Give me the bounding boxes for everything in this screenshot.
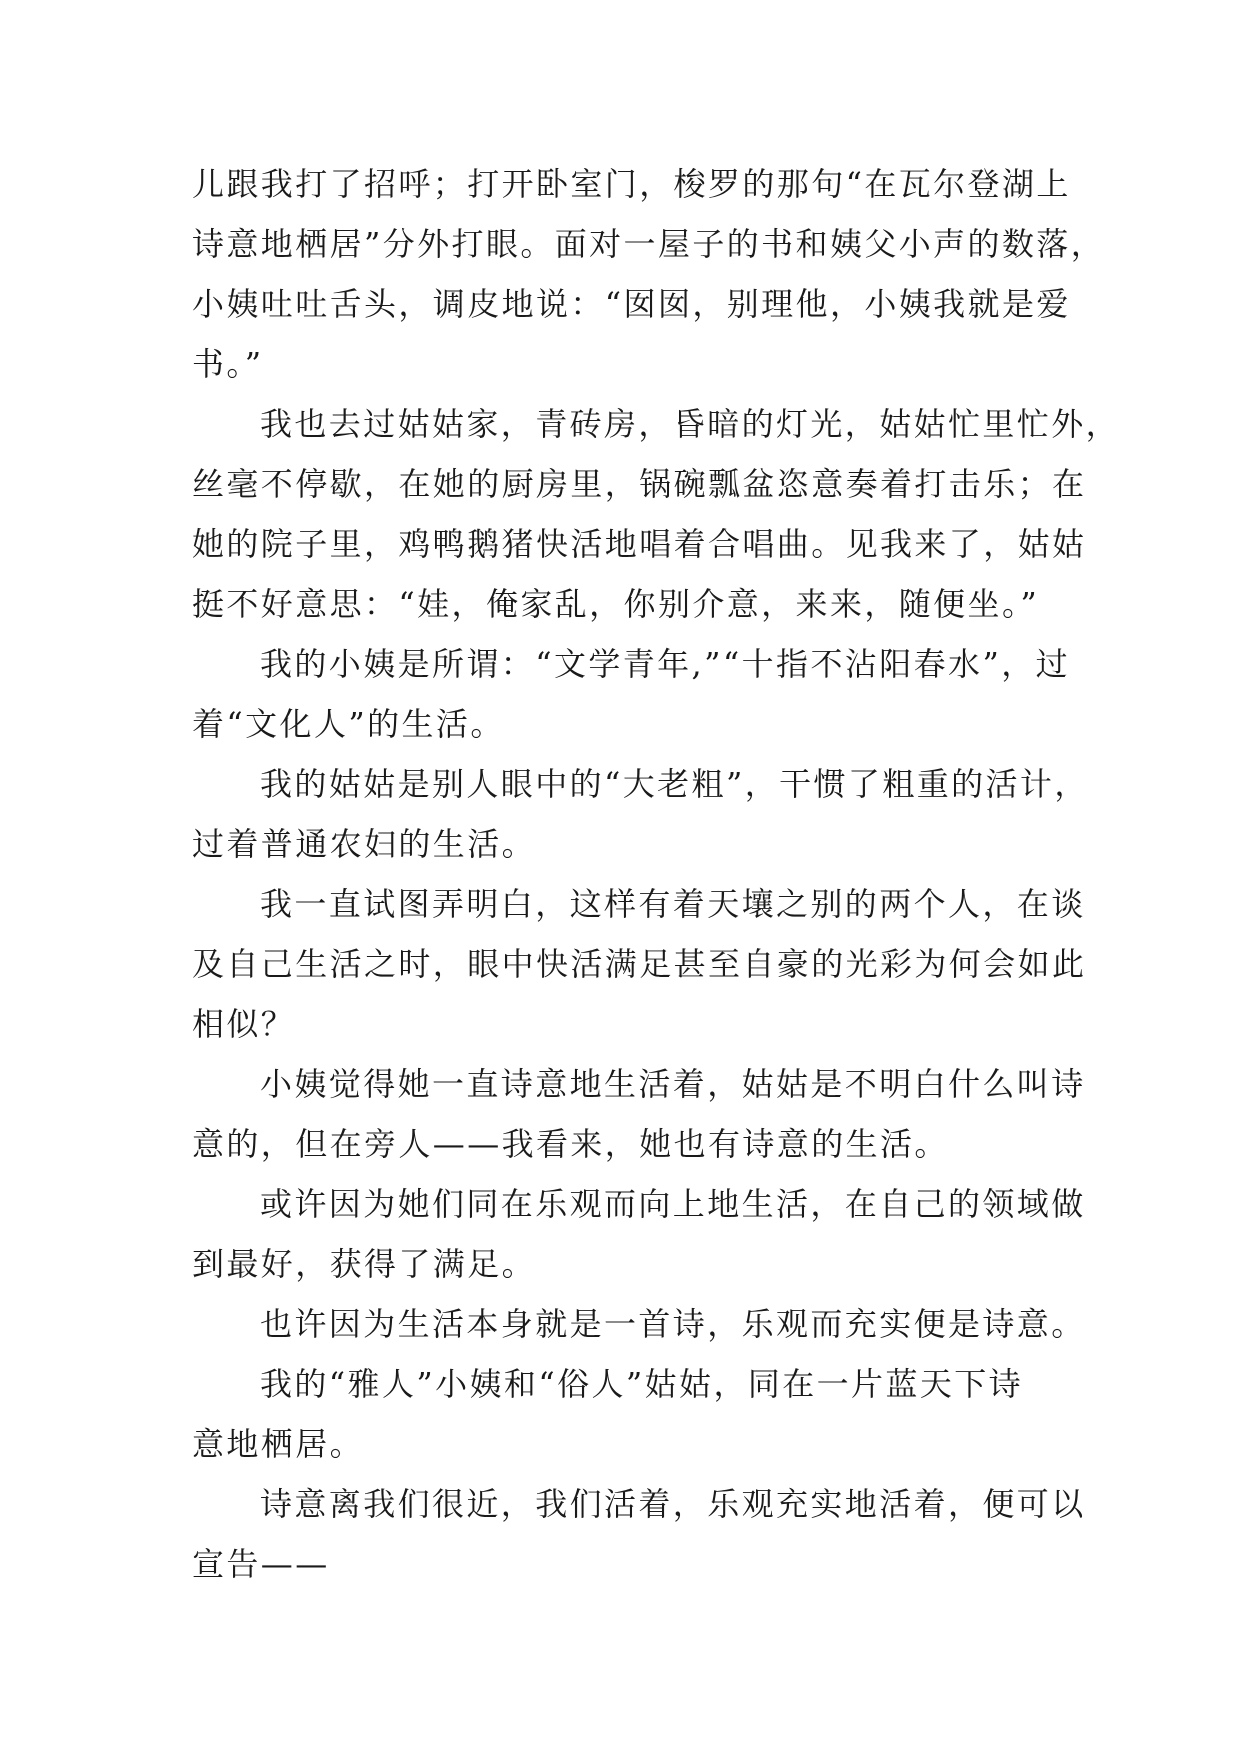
paragraph [192, 394, 1121, 634]
text-line: 意的，但在旁人——我看来，她也有诗意的生活。 [192, 1125, 949, 1163]
text-line: 小姨吐吐舌头，调皮地说：“囡囡，别理他，小姨我就是爱 [192, 285, 1071, 323]
text-line: 儿跟我打了招呼；打开卧室门，梭罗的那句“在瓦尔登湖上 [192, 165, 1071, 203]
text-line: 丝毫不停歇，在她的厨房里，锅碗瓢盆恣意奏着打击乐；在 [192, 465, 1087, 503]
text-line: 我的“雅人”小姨和“俗人”姑姑，同在一片蓝天下诗 [260, 1365, 1024, 1403]
text-line: 挺不好意思：“娃，俺家乱，你别介意，来来，随便坐。” [192, 585, 1040, 623]
document-body [192, 154, 1121, 1594]
text-line: 宣告—— [192, 1545, 330, 1583]
text-line: 相似？ [192, 1005, 296, 1043]
paragraph [192, 874, 1087, 1054]
text-line: 及自己生活之时，眼中快活满足甚至自豪的光彩为何会如此 [192, 945, 1087, 983]
text-line: 或许因为她们同在乐观而向上地生活，在自己的领域做 [260, 1185, 1086, 1223]
paragraph [192, 1354, 1056, 1474]
text-line: 到最好，获得了满足。 [192, 1245, 537, 1283]
text-line: 诗意地栖居”分外打眼。面对一屋子的书和姨父小声的数落， [192, 225, 1106, 263]
text-line: 书。” [192, 345, 264, 383]
text-line: 小姨觉得她一直诗意地生活着，姑姑是不明白什么叫诗 [260, 1065, 1086, 1103]
paragraph [192, 1294, 1086, 1354]
text-line: 她的院子里，鸡鸭鹅猪快活地唱着合唱曲。见我来了，姑姑 [192, 525, 1087, 563]
text-line: 意地栖居。 [192, 1425, 365, 1463]
text-line: 过着普通农妇的生活。 [192, 825, 537, 863]
text-line: 着“文化人”的生活。 [192, 705, 505, 743]
text-line: 我一直试图弄明白，这样有着天壤之别的两个人，在谈 [260, 885, 1086, 923]
paragraph [192, 154, 1106, 394]
paragraph [192, 1174, 1086, 1294]
text-line: 我的小姨是所谓：“文学青年,”“十指不沾阳春水”，过 [260, 645, 1071, 683]
text-line: 诗意离我们很近，我们活着，乐观充实地活着，便可以 [260, 1485, 1086, 1523]
paragraph [192, 1474, 1086, 1594]
paragraph [192, 634, 1071, 754]
text-line: 也许因为生活本身就是一首诗，乐观而充实便是诗意。 [260, 1305, 1086, 1343]
text-line: 我的姑姑是别人眼中的“大老粗”，干惯了粗重的活计， [260, 765, 1089, 803]
text-line: 我也去过姑姑家，青砖房，昏暗的灯光，姑姑忙里忙外， [260, 405, 1121, 443]
paragraph [192, 1054, 1086, 1174]
paragraph [192, 754, 1089, 874]
